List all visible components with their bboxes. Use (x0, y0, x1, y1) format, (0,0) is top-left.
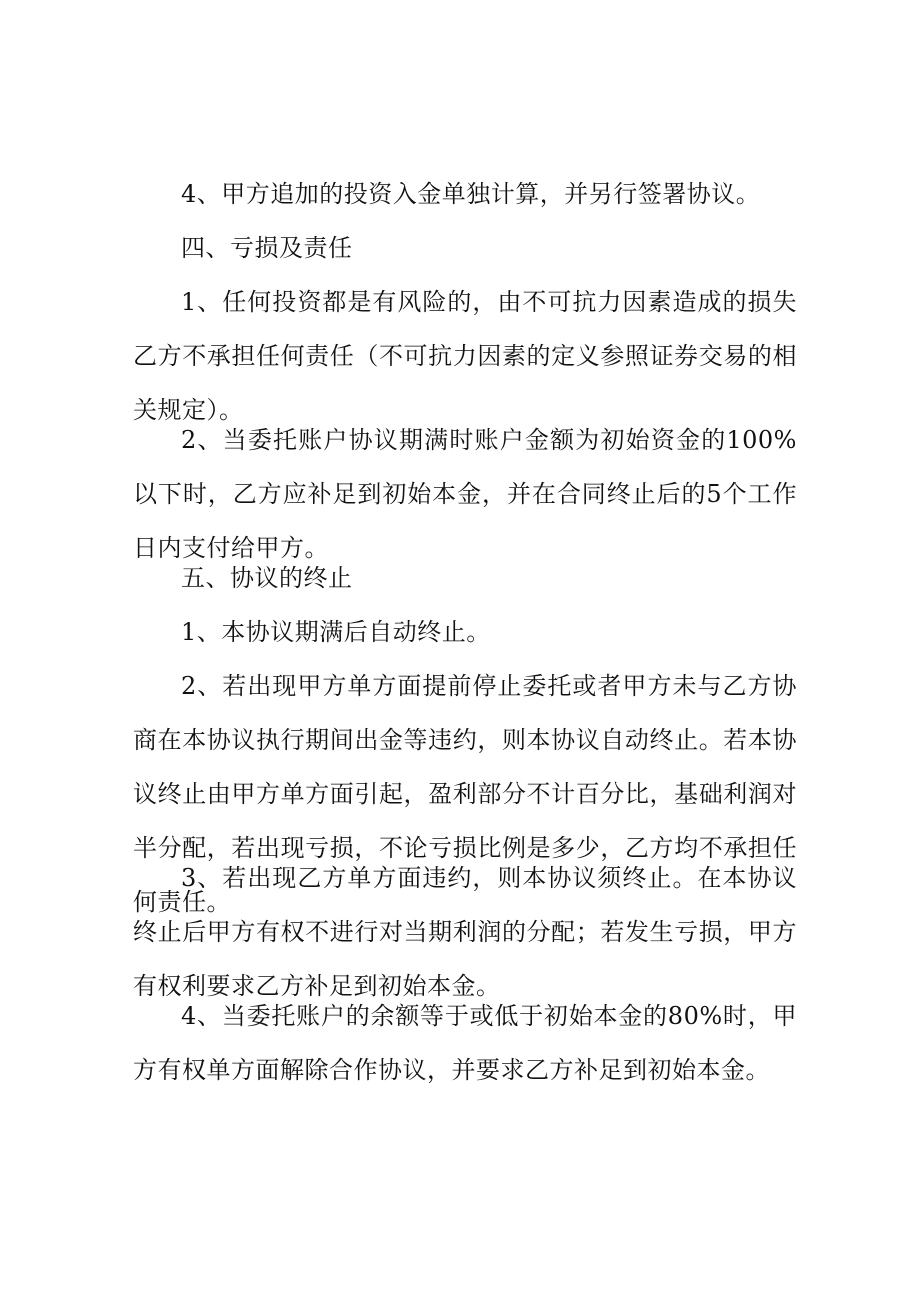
clause-3-party-b-breach: 3、若出现乙方单方面违约，则本协议须终止。在本协议终止后甲方有权不进行对当期利润的分配；若发生亏损，甲方有权利要求乙方补足到初始本金。 (133, 864, 797, 1000)
clause-2-party-a-breach: 2、若出现甲方单方面提前停止委托或者甲方未与乙方协商在本协议执行期间出金等违约，则本协议自动终止。若本协议终止由甲方单方面引起，盈利部分不计百分比，基础利润对半分配，若出现亏损，不论亏损比例是多少，乙方均不承担任何责任。 (133, 672, 797, 916)
section-heading-termination: 五、协议的终止 (181, 564, 353, 592)
clause-4-balance-threshold: 4、当委托账户的余额等于或低于初始本金的80%时，甲方有权单方面解除合作协议，并要求乙方补足到初始本金。 (133, 1002, 797, 1084)
clause-1-auto-termination: 1、本协议期满后自动终止。 (181, 618, 491, 646)
clause-1-force-majeure: 1、任何投资都是有风险的，由不可抗力因素造成的损失乙方不承担任何责任（不可抗力因素的定义参照证券交易的相关规定）。 (133, 288, 797, 424)
section-heading-loss-liability: 四、亏损及责任 (181, 234, 353, 262)
clause-2-principal-compensation: 2、当委托账户协议期满时账户金额为初始资金的100%以下时，乙方应补足到初始本金，并在合同终止后的5个工作日内支付给甲方。 (133, 426, 797, 562)
clause-4-additional-investment: 4、甲方追加的投资入金单独计算，并另行签署协议。 (181, 180, 761, 208)
